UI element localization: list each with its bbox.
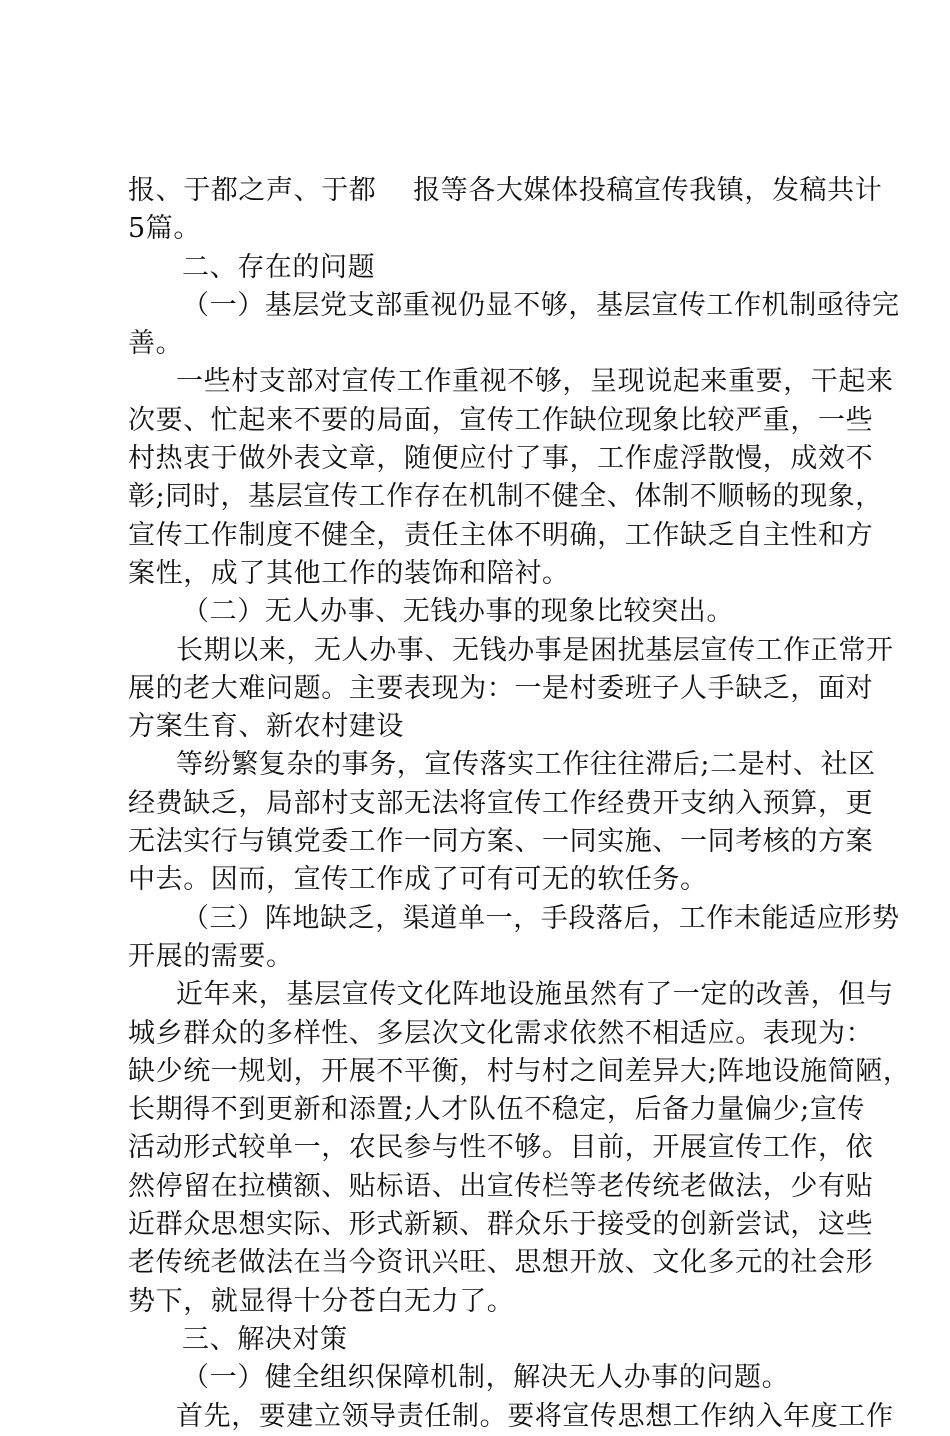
text-line: 开展的需要。 [128, 940, 294, 972]
text-line: 老传统老做法在当今资讯兴旺、思想开放、文化多元的社会形 [128, 1247, 874, 1279]
text-line: 缺少统一规划，开展不平衡，村与村之间差异大;阵地设施简陋， [128, 1055, 911, 1087]
paragraph-start: 首先，要建立领导责任制。要将宣传思想工作纳入年度工作 [176, 1400, 894, 1432]
text-line: 彰;同时，基层宣传工作存在机制不健全、体制不顺畅的现象， [128, 481, 883, 513]
paragraph-start: 长期以来，无人办事、无钱办事是困扰基层宣传工作正常开 [176, 634, 894, 666]
text-line: 无法实行与镇党委工作一同方案、一同实施、一同考核的方案 [128, 826, 874, 858]
subsection-heading: （三）阵地缺乏，渠道单一，手段落后，工作未能适应形势 [182, 902, 900, 934]
text-line: 活动形式较单一，农民参与性不够。目前，开展宣传工作，依 [128, 1132, 874, 1164]
text-line: 然停留在拉横额、贴标语、出宣传栏等老传统老做法，少有贴 [128, 1170, 874, 1202]
document-body [128, 172, 911, 1436]
text-line: 方案生育、新农村建设 [128, 711, 404, 743]
text-line: 村热衷于做外表文章，随便应付了事，工作虚浮散慢，成效不 [128, 443, 874, 475]
text-line: 城乡群众的多样性、多层次文化需求依然不相适应。表现为： [128, 1017, 874, 1049]
text-line: 展的老大难问题。主要表现为：一是村委班子人手缺乏，面对 [128, 672, 874, 704]
text-line: 近群众思想实际、形式新颖、群众乐于接受的创新尝试，这些 [128, 1209, 874, 1241]
text-line: 长期得不到更新和添置;人才队伍不稳定，后备力量偏少;宣传 [128, 1094, 865, 1126]
paragraph-start: 近年来，基层宣传文化阵地设施虽然有了一定的改善，但与 [176, 979, 894, 1011]
text-line: 势下，就显得十分苍白无力了。 [128, 1285, 515, 1317]
text-line: 中去。因而，宣传工作成了可有可无的软任务。 [128, 864, 708, 896]
section-heading: 三、解决对策 [182, 1323, 348, 1355]
subsection-heading: （二）无人办事、无钱办事的现象比较突出。 [182, 596, 734, 628]
text-line: 经费缺乏，局部村支部无法将宣传工作经费开支纳入预算，更 [128, 787, 874, 819]
text-line: 次要、忙起来不要的局面，宣传工作缺位现象比较严重，一些 [128, 404, 874, 436]
text-line: 案性，成了其他工作的装饰和陪衬。 [128, 557, 570, 589]
section-heading: 二、存在的问题 [182, 251, 376, 283]
text-line: 宣传工作制度不健全，责任主体不明确，工作缺乏自主性和方 [128, 519, 874, 551]
paragraph-start: 一些村支部对宣传工作重视不够，呈现说起来重要，干起来 [176, 366, 894, 398]
text-line: 5篇。 [128, 213, 201, 245]
subsection-heading: （一）基层党支部重视仍显不够，基层宣传工作机制亟待完 [182, 289, 900, 321]
text-line: 善。 [128, 328, 184, 360]
paragraph-start: 等纷繁复杂的事务，宣传落实工作往往滞后;二是村、社区 [176, 749, 876, 781]
subsection-heading: （一）健全组织保障机制，解决无人办事的问题。 [182, 1362, 790, 1394]
text-line: 报、于都之声、于都 报等各大媒体投稿宣传我镇，发稿共计 [128, 175, 883, 206]
